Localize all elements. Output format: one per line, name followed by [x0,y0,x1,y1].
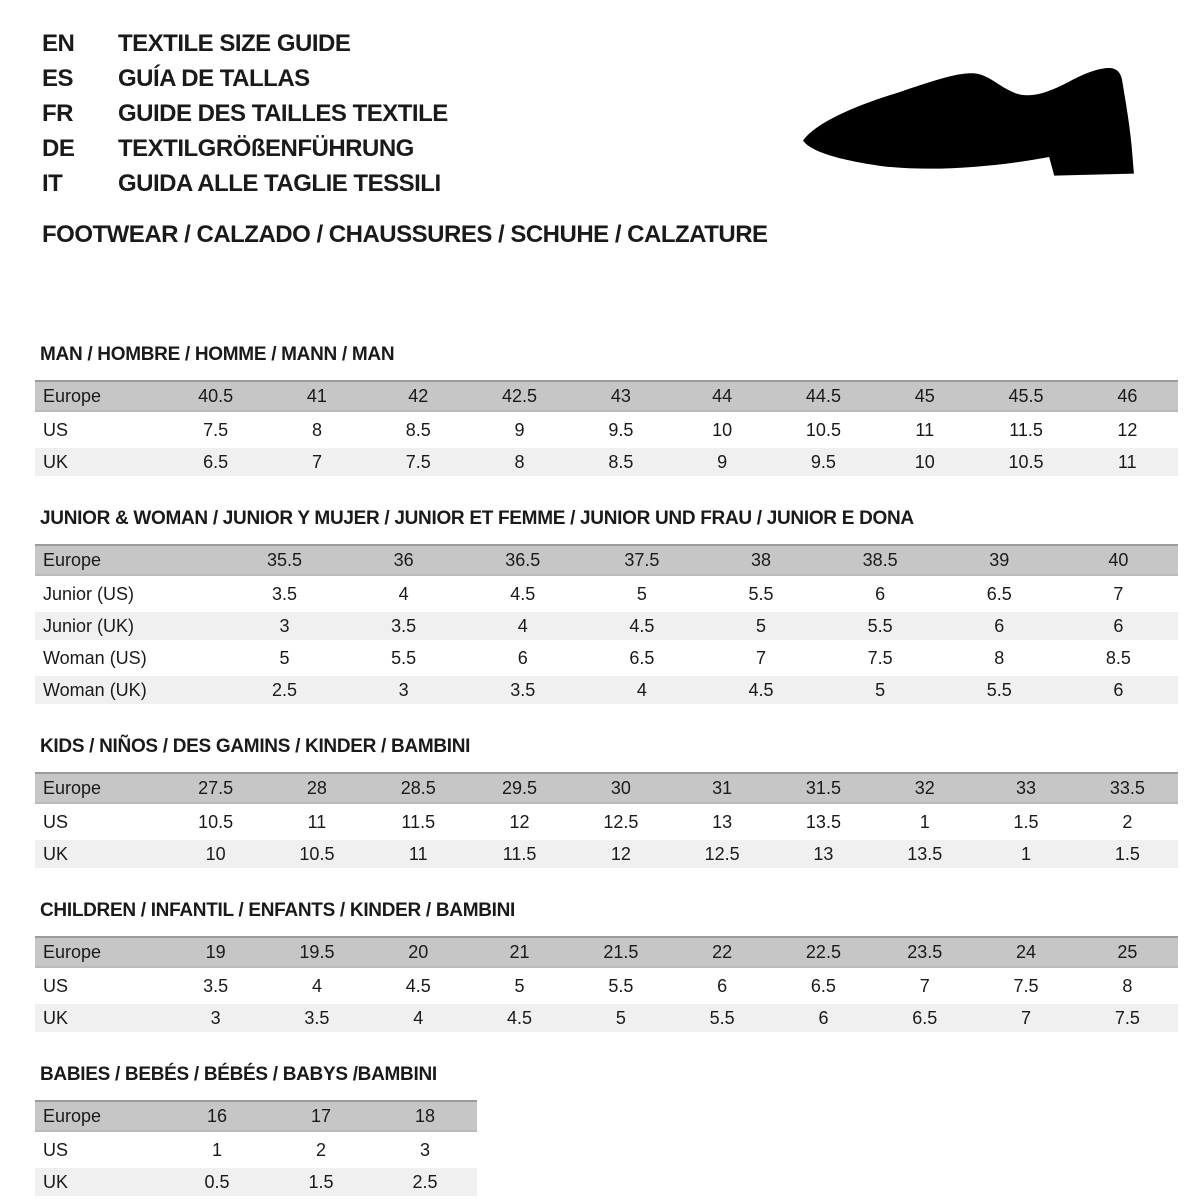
size-cell: 28.5 [400,777,436,798]
size-cell: 3.5 [272,583,298,604]
row-label: Europe [43,1105,102,1126]
size-cell: 38.5 [862,549,898,570]
language-line-fr [42,96,448,131]
size-cell: 2.5 [272,679,298,700]
size-cell: 11 [408,843,428,864]
size-cell: 35.5 [267,549,303,570]
size-cell: 33.5 [1109,777,1145,798]
size-cell: 44 [712,385,733,406]
size-cell: 12 [509,811,530,832]
size-cell: 31 [712,777,733,798]
table-row [35,808,1178,836]
language-line-de [42,131,448,166]
size-cell: 7 [311,451,322,472]
size-cell: 3 [398,679,409,700]
table-title: CHILDREN / INFANTIL / ENFANTS / KINDER / BAMBINI [40,900,516,921]
size-cell: 18 [414,1105,436,1126]
size-cell: 25 [1117,941,1138,962]
size-cell: 5 [514,975,525,996]
size-tables [35,344,1180,1200]
size-cell: 4.5 [629,615,655,636]
size-cell: 5 [279,647,290,668]
table-row [35,772,1178,804]
size-cell: 32 [914,777,935,798]
size-cell: 13.5 [805,811,841,832]
size-cell: 27.5 [198,777,234,798]
size-cell: 9 [717,451,728,472]
size-cell: 6 [818,1007,829,1028]
size-cell: 44.5 [805,385,841,406]
size-cell: 7.5 [1114,1007,1140,1028]
size-table-section-3 [35,900,1180,1032]
row-label: Europe [43,777,102,798]
size-cell: 42.5 [502,385,538,406]
size-table [35,772,1180,868]
size-cell: 40 [1108,549,1129,570]
size-cell: 7.5 [867,647,893,668]
size-cell: 3.5 [510,679,536,700]
size-cell: 21.5 [603,941,639,962]
size-cell: 12.5 [603,811,639,832]
size-cell: 8.5 [405,419,431,440]
size-cell: 10.5 [198,811,234,832]
size-cell: 36 [393,549,414,570]
size-cell: 7 [1021,1007,1032,1028]
row-label: Europe [43,549,102,570]
size-cell: 10 [712,419,733,440]
size-cell: 5.5 [709,1007,735,1028]
size-cell: 45.5 [1008,385,1044,406]
row-label: Junior (UK) [43,615,135,636]
size-cell: 8.5 [608,451,634,472]
size-cell: 4 [413,1007,424,1028]
row-label: Woman (UK) [43,679,147,700]
size-cell: 11 [307,811,327,832]
size-cell: 1.5 [1114,843,1140,864]
size-cell: 7 [1113,583,1124,604]
size-cell: 2.5 [412,1171,438,1192]
row-label: Europe [43,941,102,962]
table-title: KIDS / NIÑOS / DES GAMINS / KINDER / BAMBINI [40,736,471,757]
size-cell: 4 [398,583,409,604]
language-code: ES [42,64,74,92]
size-cell: 10 [205,843,226,864]
size-cell: 5.5 [748,583,774,604]
size-cell: 3.5 [304,1007,330,1028]
size-cell: 1.5 [1013,811,1039,832]
size-cell: 36.5 [505,549,541,570]
size-cell: 23.5 [907,941,943,962]
size-table [35,380,1180,476]
table-row [35,580,1178,608]
size-cell: 10 [914,451,935,472]
language-title: TEXTILGRÖßENFÜHRUNG [118,134,414,162]
table-row [35,1136,477,1164]
size-table-section-2 [35,736,1180,868]
size-cell: 22 [712,941,733,962]
row-label: UK [43,451,69,472]
table-row [35,644,1178,672]
row-label: US [43,975,69,996]
row-label: UK [43,1171,69,1192]
size-cell: 11 [915,419,935,440]
size-cell: 2 [315,1139,326,1160]
size-cell: 33 [1016,777,1037,798]
size-table-section-0 [35,344,1180,476]
size-cell: 29.5 [502,777,538,798]
size-cell: 17 [310,1105,332,1126]
size-cell: 2 [1122,811,1133,832]
size-cell: 4 [311,975,322,996]
table-row [35,380,1178,412]
size-cell: 3.5 [391,615,417,636]
table-row [35,612,1178,640]
category-heading: FOOTWEAR / CALZADO / CHAUSSURES / SCHUHE / CALZATURE [42,221,768,248]
size-cell: 5 [756,615,767,636]
size-cell: 12 [1117,419,1138,440]
size-cell: 11.5 [502,843,537,864]
language-line-es [42,61,448,96]
table-title: MAN / HOMBRE / HOMME / MANN / MAN [40,344,395,365]
table-row [35,416,1178,444]
size-cell: 1.5 [308,1171,334,1192]
size-cell: 1 [919,811,930,832]
row-label: UK [43,843,69,864]
size-cell: 43 [610,385,631,406]
size-cell: 5 [615,1007,626,1028]
size-cell: 7 [756,647,767,668]
language-title: TEXTILE SIZE GUIDE [118,29,351,57]
size-cell: 28 [306,777,327,798]
table-row [35,936,1178,968]
size-cell: 41 [306,385,327,406]
size-cell: 9.5 [810,451,836,472]
size-cell: 22.5 [805,941,841,962]
size-cell: 5 [875,679,886,700]
size-cell: 37.5 [624,549,660,570]
size-cell: 13 [813,843,834,864]
size-cell: 9.5 [608,419,634,440]
row-label: Europe [43,385,102,406]
size-cell: 11.5 [1009,419,1043,440]
size-cell: 6 [994,615,1005,636]
size-cell: 38 [751,549,772,570]
size-cell: 5.5 [986,679,1012,700]
size-cell: 24 [1016,941,1037,962]
size-cell: 6.5 [810,975,836,996]
language-line-it [42,166,448,201]
size-cell: 6.5 [912,1007,938,1028]
row-label: US [43,419,69,440]
table-row [35,972,1178,1000]
size-cell: 46 [1117,385,1138,406]
size-cell: 4.5 [405,975,431,996]
size-cell: 5.5 [391,647,417,668]
size-cell: 12.5 [704,843,740,864]
size-cell: 21 [509,941,530,962]
size-table-section-4 [35,1064,1180,1196]
size-cell: 7.5 [405,451,431,472]
size-cell: 10.5 [1008,451,1044,472]
size-cell: 19.5 [299,941,335,962]
language-title: GUÍA DE TALLAS [118,64,310,92]
table-row [35,1004,1178,1032]
row-label: US [43,811,69,832]
size-cell: 8 [994,647,1005,668]
table-row [35,448,1178,476]
language-line-en [42,26,448,61]
table-row [35,840,1178,868]
size-cell: 8.5 [1105,647,1131,668]
table-row [35,544,1178,576]
language-code: DE [42,134,75,162]
size-cell: 3 [279,615,290,636]
size-cell: 7 [919,975,930,996]
size-cell: 9 [514,419,525,440]
size-cell: 8 [514,451,525,472]
size-table [35,936,1180,1032]
size-table [35,544,1180,704]
language-header [42,26,448,201]
size-cell: 1 [211,1139,222,1160]
size-cell: 3.5 [203,975,229,996]
table-row [35,676,1178,704]
dress-shoe-icon [798,64,1146,186]
language-code: EN [42,29,75,57]
size-cell: 4.5 [507,1007,533,1028]
size-cell: 8 [311,419,322,440]
size-cell: 6 [1113,615,1124,636]
size-cell: 39 [989,549,1010,570]
size-cell: 3 [210,1007,221,1028]
language-code: IT [42,169,63,197]
table-row [35,1168,477,1196]
size-cell: 4 [636,679,647,700]
size-cell: 6.5 [986,583,1012,604]
size-cell: 6 [517,647,528,668]
size-cell: 6.5 [203,451,229,472]
table-title: JUNIOR & WOMAN / JUNIOR Y MUJER / JUNIOR ET FEMME / JUNIOR UND FRAU / JUNIOR E DONA [40,508,914,529]
size-cell: 3 [419,1139,430,1160]
size-cell: 5.5 [867,615,893,636]
language-title: GUIDA ALLE TAGLIE TESSILI [118,169,441,197]
size-cell: 6 [1113,679,1124,700]
language-title: GUIDE DES TAILLES TEXTILE [118,99,448,127]
size-cell: 8 [1122,975,1133,996]
language-code: FR [42,99,73,127]
size-cell: 0.5 [204,1171,230,1192]
size-cell: 20 [408,941,429,962]
size-cell: 4.5 [748,679,774,700]
table-row [35,1100,477,1132]
size-cell: 7.5 [1013,975,1039,996]
size-cell: 11 [1118,451,1137,472]
row-label: Woman (US) [43,647,147,668]
size-cell: 11.5 [401,811,436,832]
size-cell: 40.5 [198,385,234,406]
size-cell: 30 [610,777,631,798]
size-cell: 45 [914,385,935,406]
size-cell: 10.5 [805,419,841,440]
table-title: BABIES / BEBÉS / BÉBÉS / BABYS /BAMBINI [40,1064,437,1085]
size-cell: 13 [712,811,733,832]
size-cell: 31.5 [805,777,841,798]
size-cell: 6.5 [629,647,655,668]
size-table [35,1100,1180,1196]
size-cell: 1 [1021,843,1032,864]
size-table-section-1 [35,508,1180,704]
size-cell: 6 [875,583,886,604]
size-cell: 13.5 [907,843,943,864]
row-label: Junior (US) [43,583,135,604]
row-label: US [43,1139,69,1160]
size-cell: 4.5 [510,583,536,604]
size-cell: 4 [517,615,528,636]
size-cell: 6 [717,975,728,996]
size-cell: 42 [408,385,429,406]
size-cell: 16 [206,1105,228,1126]
size-cell: 7.5 [203,419,229,440]
size-cell: 5.5 [608,975,634,996]
size-cell: 19 [205,941,226,962]
size-cell: 5 [636,583,647,604]
size-cell: 10.5 [299,843,335,864]
row-label: UK [43,1007,69,1028]
size-cell: 12 [610,843,631,864]
